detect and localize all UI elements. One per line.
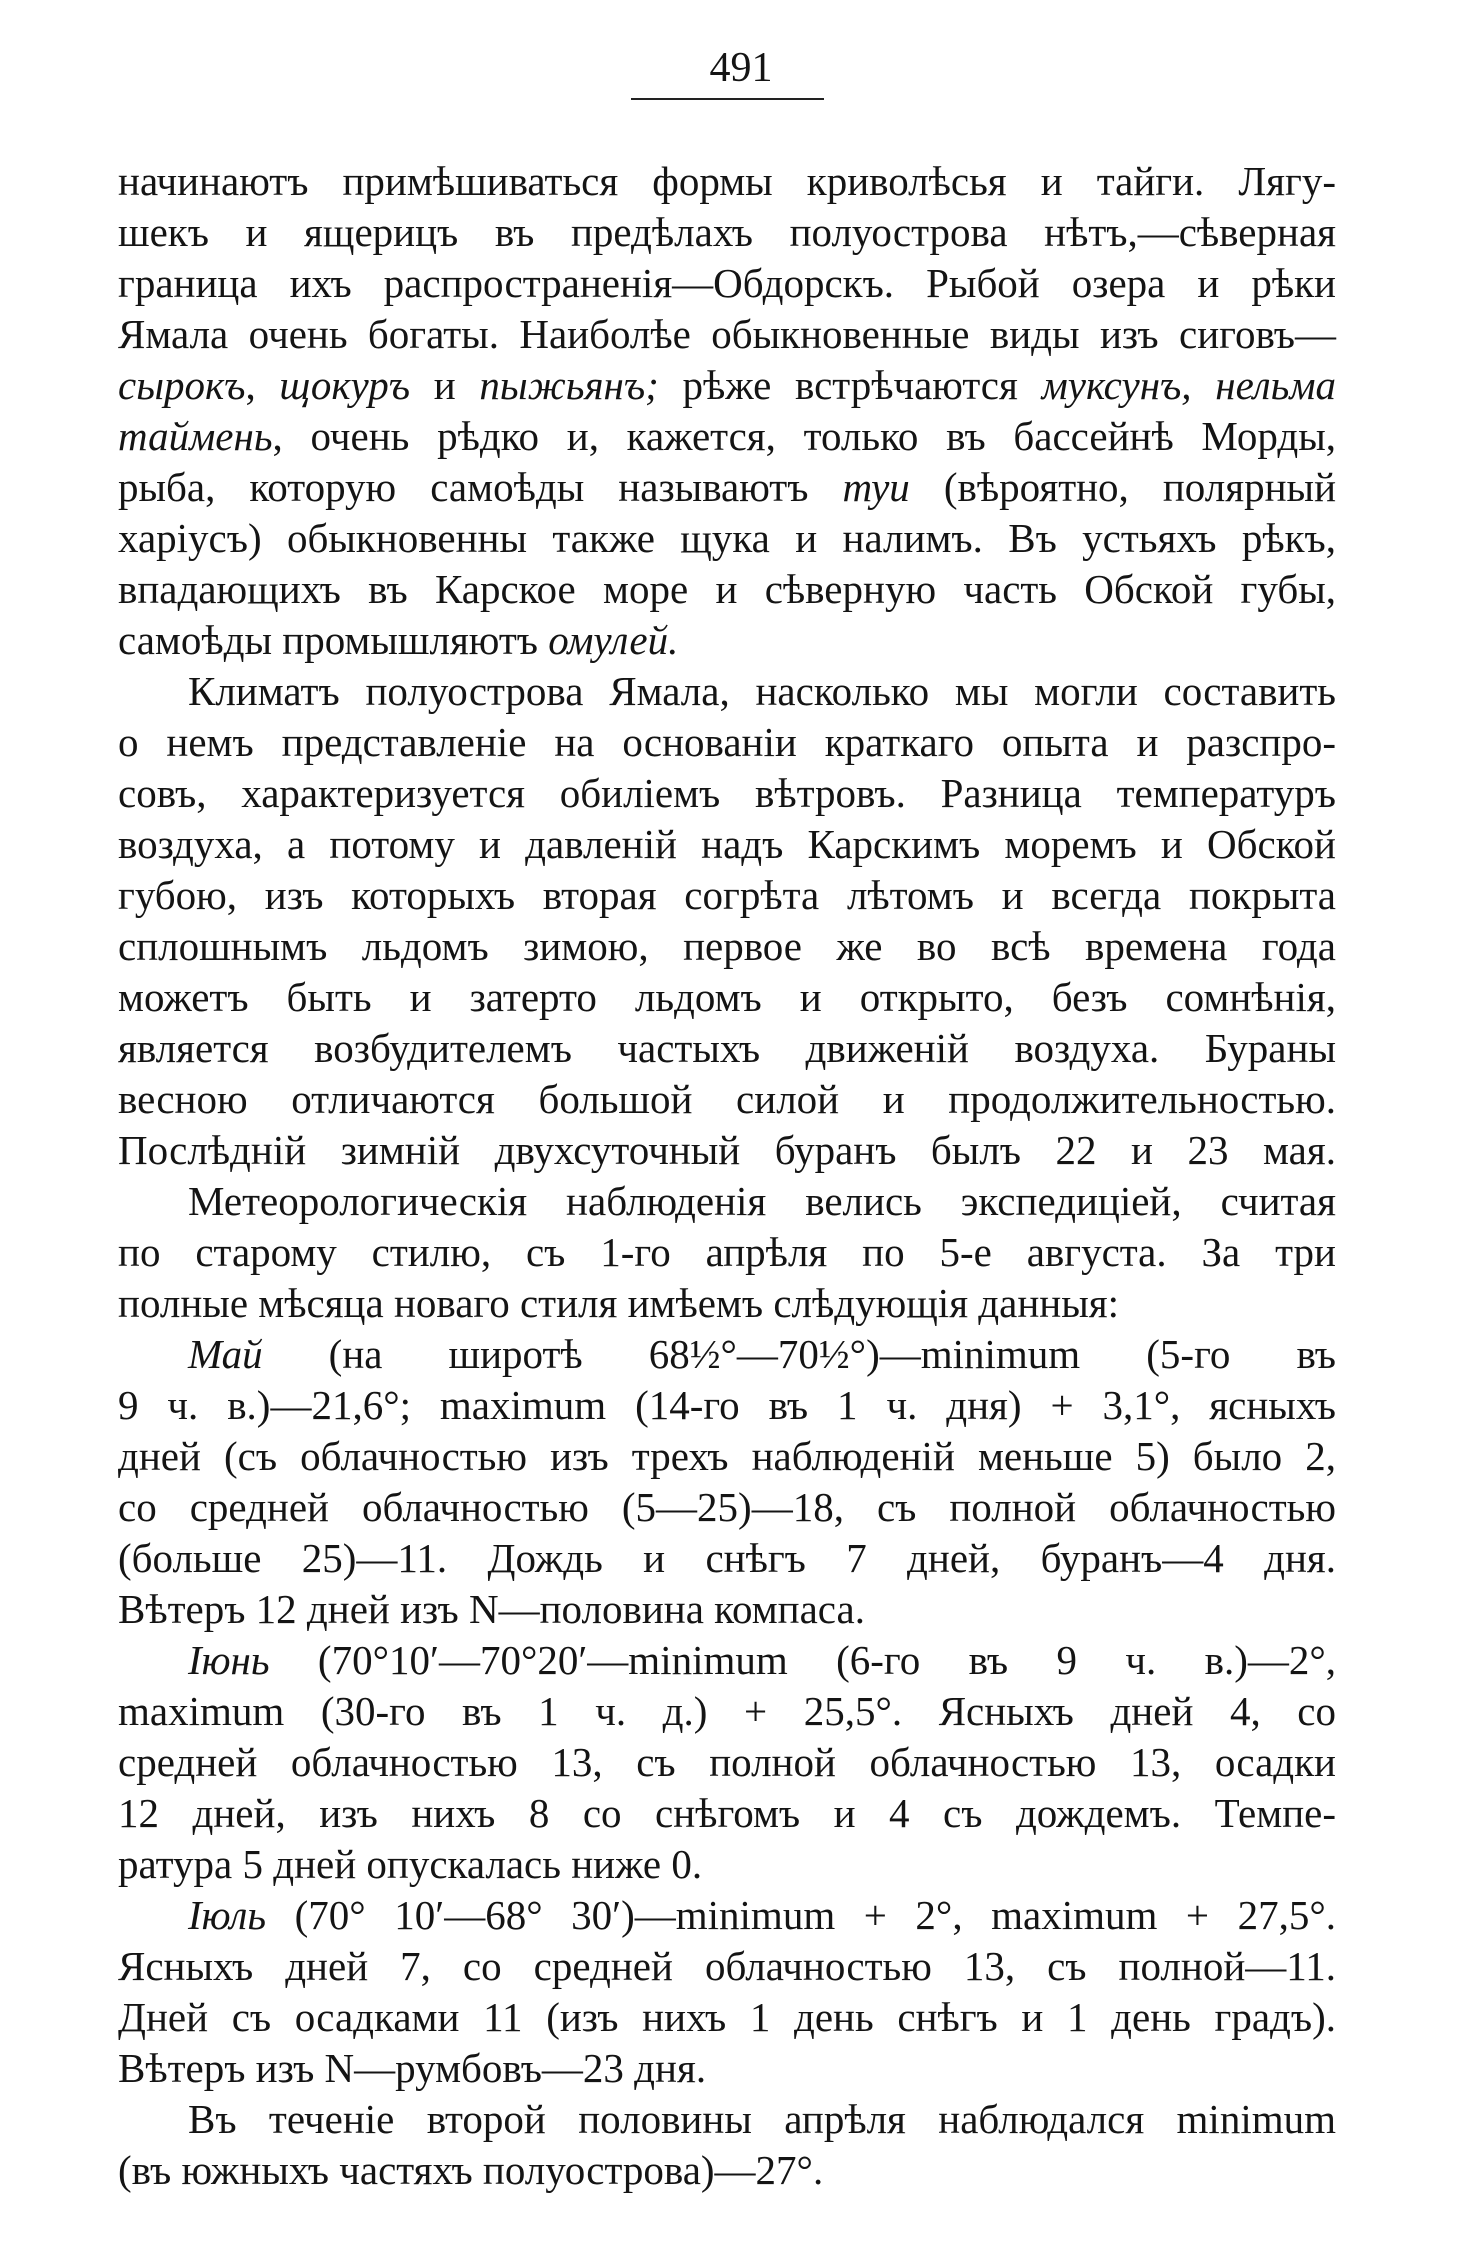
text-run: (въ южныхъ частяхъ полуострова)—27°.	[118, 2147, 824, 2193]
text-line	[118, 1227, 1336, 1278]
text-line	[118, 2043, 1336, 2094]
text-run: граница ихъ распространенія—Обдорскъ. Рыбой озера и рѣки	[118, 260, 1336, 306]
text-run: губою, изъ которыхъ вторая согрѣта лѣтомъ и всегда покрыта	[118, 872, 1336, 918]
text-line	[118, 819, 1336, 870]
text-run: начинаютъ примѣшиваться формы криволѣсья и тайги. Лягу-	[118, 158, 1336, 204]
text-run: ратура 5 дней опускалась ниже 0.	[118, 1841, 703, 1887]
text-run: Вѣтеръ 12 дней изъ N—половина компаса.	[118, 1586, 865, 1632]
text-run: (вѣроятно, полярный	[909, 464, 1337, 510]
text-line	[118, 1380, 1336, 1431]
text-run: (70° 10′—68° 30′)—minimum + 2°, maximum + 27,5°.	[266, 1892, 1336, 1938]
body-text	[118, 156, 1336, 2196]
text-line	[118, 1176, 1336, 1227]
text-line	[118, 1125, 1336, 1176]
italic-term: Іюнь	[188, 1637, 270, 1683]
text-line	[118, 921, 1336, 972]
text-line	[118, 1023, 1336, 1074]
text-run: рѣже встрѣчаются	[658, 362, 1042, 408]
text-run: сплошнымъ льдомъ зимою, первое же во всѣ времена года	[118, 923, 1336, 969]
text-run: самоѣды промышляютъ	[118, 617, 549, 663]
text-line	[118, 768, 1336, 819]
text-run: можетъ быть и затерто льдомъ и открыто, безъ сомнѣнія,	[118, 974, 1336, 1020]
text-run: впадающихъ въ Карское море и сѣверную часть Обской губы,	[118, 566, 1336, 612]
text-run: воздуха, а потому и давленій надъ Карскимъ моремъ и Обской	[118, 821, 1336, 867]
header-rule	[631, 98, 824, 100]
text-line	[118, 2145, 1336, 2196]
text-line	[118, 2094, 1336, 2145]
text-line	[118, 462, 1336, 513]
text-run: дней (съ облачностью изъ трехъ наблюденій меньше 5) было 2,	[118, 1433, 1336, 1479]
text-run: харіусъ) обыкновенны также щука и налимъ. Въ устьяхъ рѣкъ,	[118, 515, 1336, 561]
text-run: по старому стилю, съ 1-го апрѣля по 5-е августа. За три	[118, 1229, 1336, 1275]
text-run: со средней облачностью (5—25)—18, съ полной облачностью	[118, 1484, 1336, 1530]
paragraph	[118, 1329, 1336, 1635]
text-run: является возбудителемъ частыхъ движеній воздуха. Бураны	[118, 1025, 1336, 1071]
text-line	[118, 156, 1336, 207]
text-run: maximum (30-го въ 1 ч. д.) + 25,5°. Ясныхъ дней 4, со	[118, 1688, 1336, 1734]
text-line	[118, 513, 1336, 564]
text-line	[118, 1074, 1336, 1125]
text-run: 12 дней, изъ нихъ 8 со снѣгомъ и 4 съ дождемъ. Темпе-	[118, 1790, 1336, 1836]
text-run: Вѣтеръ изъ N—румбовъ—23 дня.	[118, 2045, 707, 2091]
text-line	[118, 870, 1336, 921]
text-line	[118, 207, 1336, 258]
text-line	[118, 360, 1336, 411]
text-line	[118, 1533, 1336, 1584]
italic-term: муксунъ, нельма	[1041, 362, 1337, 408]
text-run: (больше 25)—11. Дождь и снѣгъ 7 дней, буранъ—4 дня.	[118, 1535, 1336, 1581]
text-run: Дней съ осадками 11 (изъ нихъ 1 день снѣгъ и 1 день градъ).	[118, 1994, 1336, 2040]
italic-term: пыжьянъ;	[479, 362, 659, 408]
italic-term: щокуръ	[279, 362, 410, 408]
text-run: шекъ и ящерицъ въ предѣлахъ полуострова нѣтъ,—сѣверная	[118, 209, 1336, 255]
text-line	[118, 411, 1336, 462]
paragraph	[118, 1176, 1336, 1329]
text-line	[118, 1737, 1336, 1788]
text-run: Въ теченіе второй половины апрѣля наблюдался minimum	[188, 2096, 1336, 2142]
page-number: 491	[709, 45, 773, 91]
text-line	[118, 1329, 1336, 1380]
text-line	[118, 1686, 1336, 1737]
paragraph	[118, 1635, 1336, 1890]
text-run: рыба, которую самоѣды называютъ	[118, 464, 843, 510]
text-run: Ясныхъ дней 7, со средней облачностью 13, съ полной—11.	[118, 1943, 1336, 1989]
text-run: ,	[245, 362, 280, 408]
text-run: совъ, характеризуется обиліемъ вѣтровъ. Разница температуръ	[118, 770, 1336, 816]
italic-term: таймень	[118, 413, 273, 459]
text-line	[118, 1278, 1336, 1329]
text-line	[118, 972, 1336, 1023]
text-line	[118, 1431, 1336, 1482]
text-run: (70°10′—70°20′—minimum (6-го въ 9 ч. в.)—2°,	[269, 1637, 1336, 1683]
text-line	[118, 1890, 1336, 1941]
text-line	[118, 1482, 1336, 1533]
italic-term: Іюль	[188, 1892, 267, 1938]
text-run: о немъ представленіе на основаніи краткаго опыта и разспро-	[118, 719, 1336, 765]
text-run: , очень рѣдко и, кажется, только въ бассейнѣ Морды,	[272, 413, 1336, 459]
text-run: Климатъ полуострова Ямала, насколько мы могли составить	[188, 668, 1336, 714]
italic-term: омулей.	[548, 617, 679, 663]
text-line	[118, 666, 1336, 717]
text-line	[118, 1941, 1336, 1992]
text-run: полные мѣсяца новаго стиля имѣемъ слѣдующія данныя:	[118, 1280, 1120, 1326]
text-line	[118, 258, 1336, 309]
text-line	[118, 1839, 1336, 1890]
text-line	[118, 1584, 1336, 1635]
paragraph	[118, 2094, 1336, 2196]
paragraph	[118, 666, 1336, 1176]
text-run: средней облачностью 13, съ полной облачностью 13, осадки	[118, 1739, 1336, 1785]
text-run: 9 ч. в.)—21,6°; maximum (14-го въ 1 ч. дня) + 3,1°, ясныхъ	[118, 1382, 1336, 1428]
text-line	[118, 717, 1336, 768]
text-run: весною отличаются большой силой и продолжительностью.	[118, 1076, 1336, 1122]
italic-term: туи	[842, 464, 910, 510]
text-run: Ямала очень богаты. Наиболѣе обыкновенные виды изъ сиговъ—	[118, 311, 1336, 357]
italic-term: сырокъ	[118, 362, 246, 408]
text-run: Метеорологическія наблюденія велись экспедиціей, считая	[188, 1178, 1336, 1224]
text-run: Послѣдній зимній двухсуточный буранъ былъ 22 и 23 мая.	[118, 1127, 1336, 1173]
paragraph	[118, 1890, 1336, 2094]
text-line	[118, 309, 1336, 360]
text-line	[118, 1788, 1336, 1839]
text-line	[118, 1992, 1336, 2043]
text-run: (на широтѣ 68½°—70½°)—minimum (5-го въ	[262, 1331, 1336, 1377]
italic-term: Май	[188, 1331, 263, 1377]
text-line	[118, 564, 1336, 615]
text-line	[118, 1635, 1336, 1686]
text-run: и	[410, 362, 480, 408]
text-line	[118, 615, 1336, 666]
paragraph	[118, 156, 1336, 666]
